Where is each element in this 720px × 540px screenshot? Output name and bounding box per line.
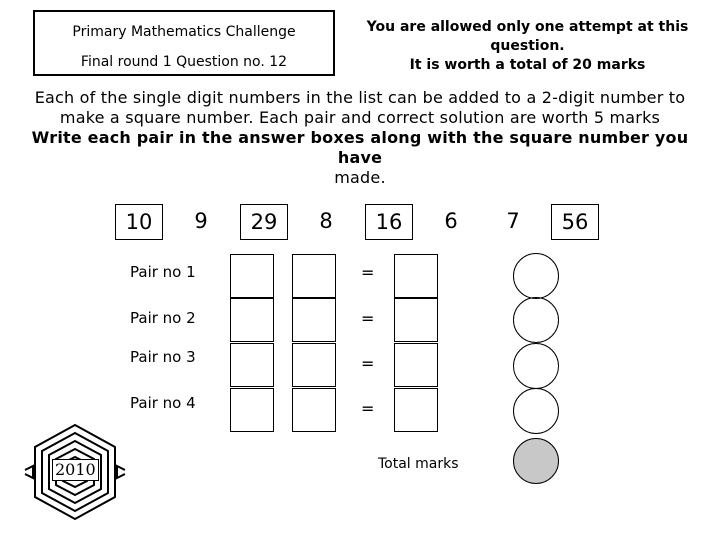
pair-1-mark-circle[interactable] (513, 253, 559, 299)
pair-4-first-box[interactable] (230, 388, 274, 432)
number-tile[interactable]: 16 (365, 204, 413, 240)
pair-3-square-box[interactable] (394, 343, 438, 387)
number-tile[interactable]: 9 (194, 209, 208, 233)
pair-2-square-box[interactable] (394, 298, 438, 342)
pair-3-second-box[interactable] (292, 343, 336, 387)
pair-1-square-box[interactable] (394, 254, 438, 298)
total-marks-label: Total marks (378, 456, 459, 472)
number-tile[interactable]: 29 (240, 204, 288, 240)
instructions-line-3: Write each pair in the answer boxes along with the square number you have (31, 128, 689, 167)
pair-1-second-box[interactable] (292, 254, 336, 298)
total-marks-circle[interactable] (513, 438, 559, 484)
rules-text (355, 18, 700, 75)
pair-2-mark-circle[interactable] (513, 297, 559, 343)
pair-label: Pair no 3 (130, 348, 196, 366)
equals-sign: = (361, 354, 375, 373)
pair-4-mark-circle[interactable] (513, 388, 559, 434)
competition-title: Primary Mathematics Challenge (72, 24, 296, 40)
pair-label: Pair no 1 (130, 263, 196, 281)
logo-year: 2010 (52, 459, 99, 481)
pair-2-first-box[interactable] (230, 298, 274, 342)
equals-sign: = (361, 263, 375, 282)
equals-sign: = (361, 309, 375, 328)
pair-1-first-box[interactable] (230, 254, 274, 298)
number-tile[interactable]: 8 (319, 209, 333, 233)
pair-4-second-box[interactable] (292, 388, 336, 432)
pair-label: Pair no 4 (130, 394, 196, 412)
question-number: Final round 1 Question no. 12 (80, 54, 288, 70)
title-box (33, 10, 335, 76)
instructions-line-2: make a square number. Each pair and correct solution are worth 5 marks (59, 108, 661, 127)
pair-label: Pair no 2 (130, 309, 196, 327)
number-tile[interactable]: 10 (115, 204, 163, 240)
instructions (20, 88, 700, 188)
pair-3-mark-circle[interactable] (513, 343, 559, 389)
instructions-line-4: made. (334, 168, 386, 187)
rules-line-2: question. (490, 38, 565, 54)
number-tile[interactable]: 7 (506, 209, 520, 233)
number-tile[interactable]: 56 (551, 204, 599, 240)
pair-3-first-box[interactable] (230, 343, 274, 387)
rules-line-1: You are allowed only one attempt at this (366, 19, 689, 35)
instructions-line-1: Each of the single digit numbers in the list can be added to a 2-digit number to (34, 88, 686, 107)
number-tile[interactable]: 6 (444, 209, 458, 233)
equals-sign: = (361, 399, 375, 418)
pair-2-second-box[interactable] (292, 298, 336, 342)
pair-4-square-box[interactable] (394, 388, 438, 432)
rules-line-3: It is worth a total of 20 marks (409, 57, 646, 73)
